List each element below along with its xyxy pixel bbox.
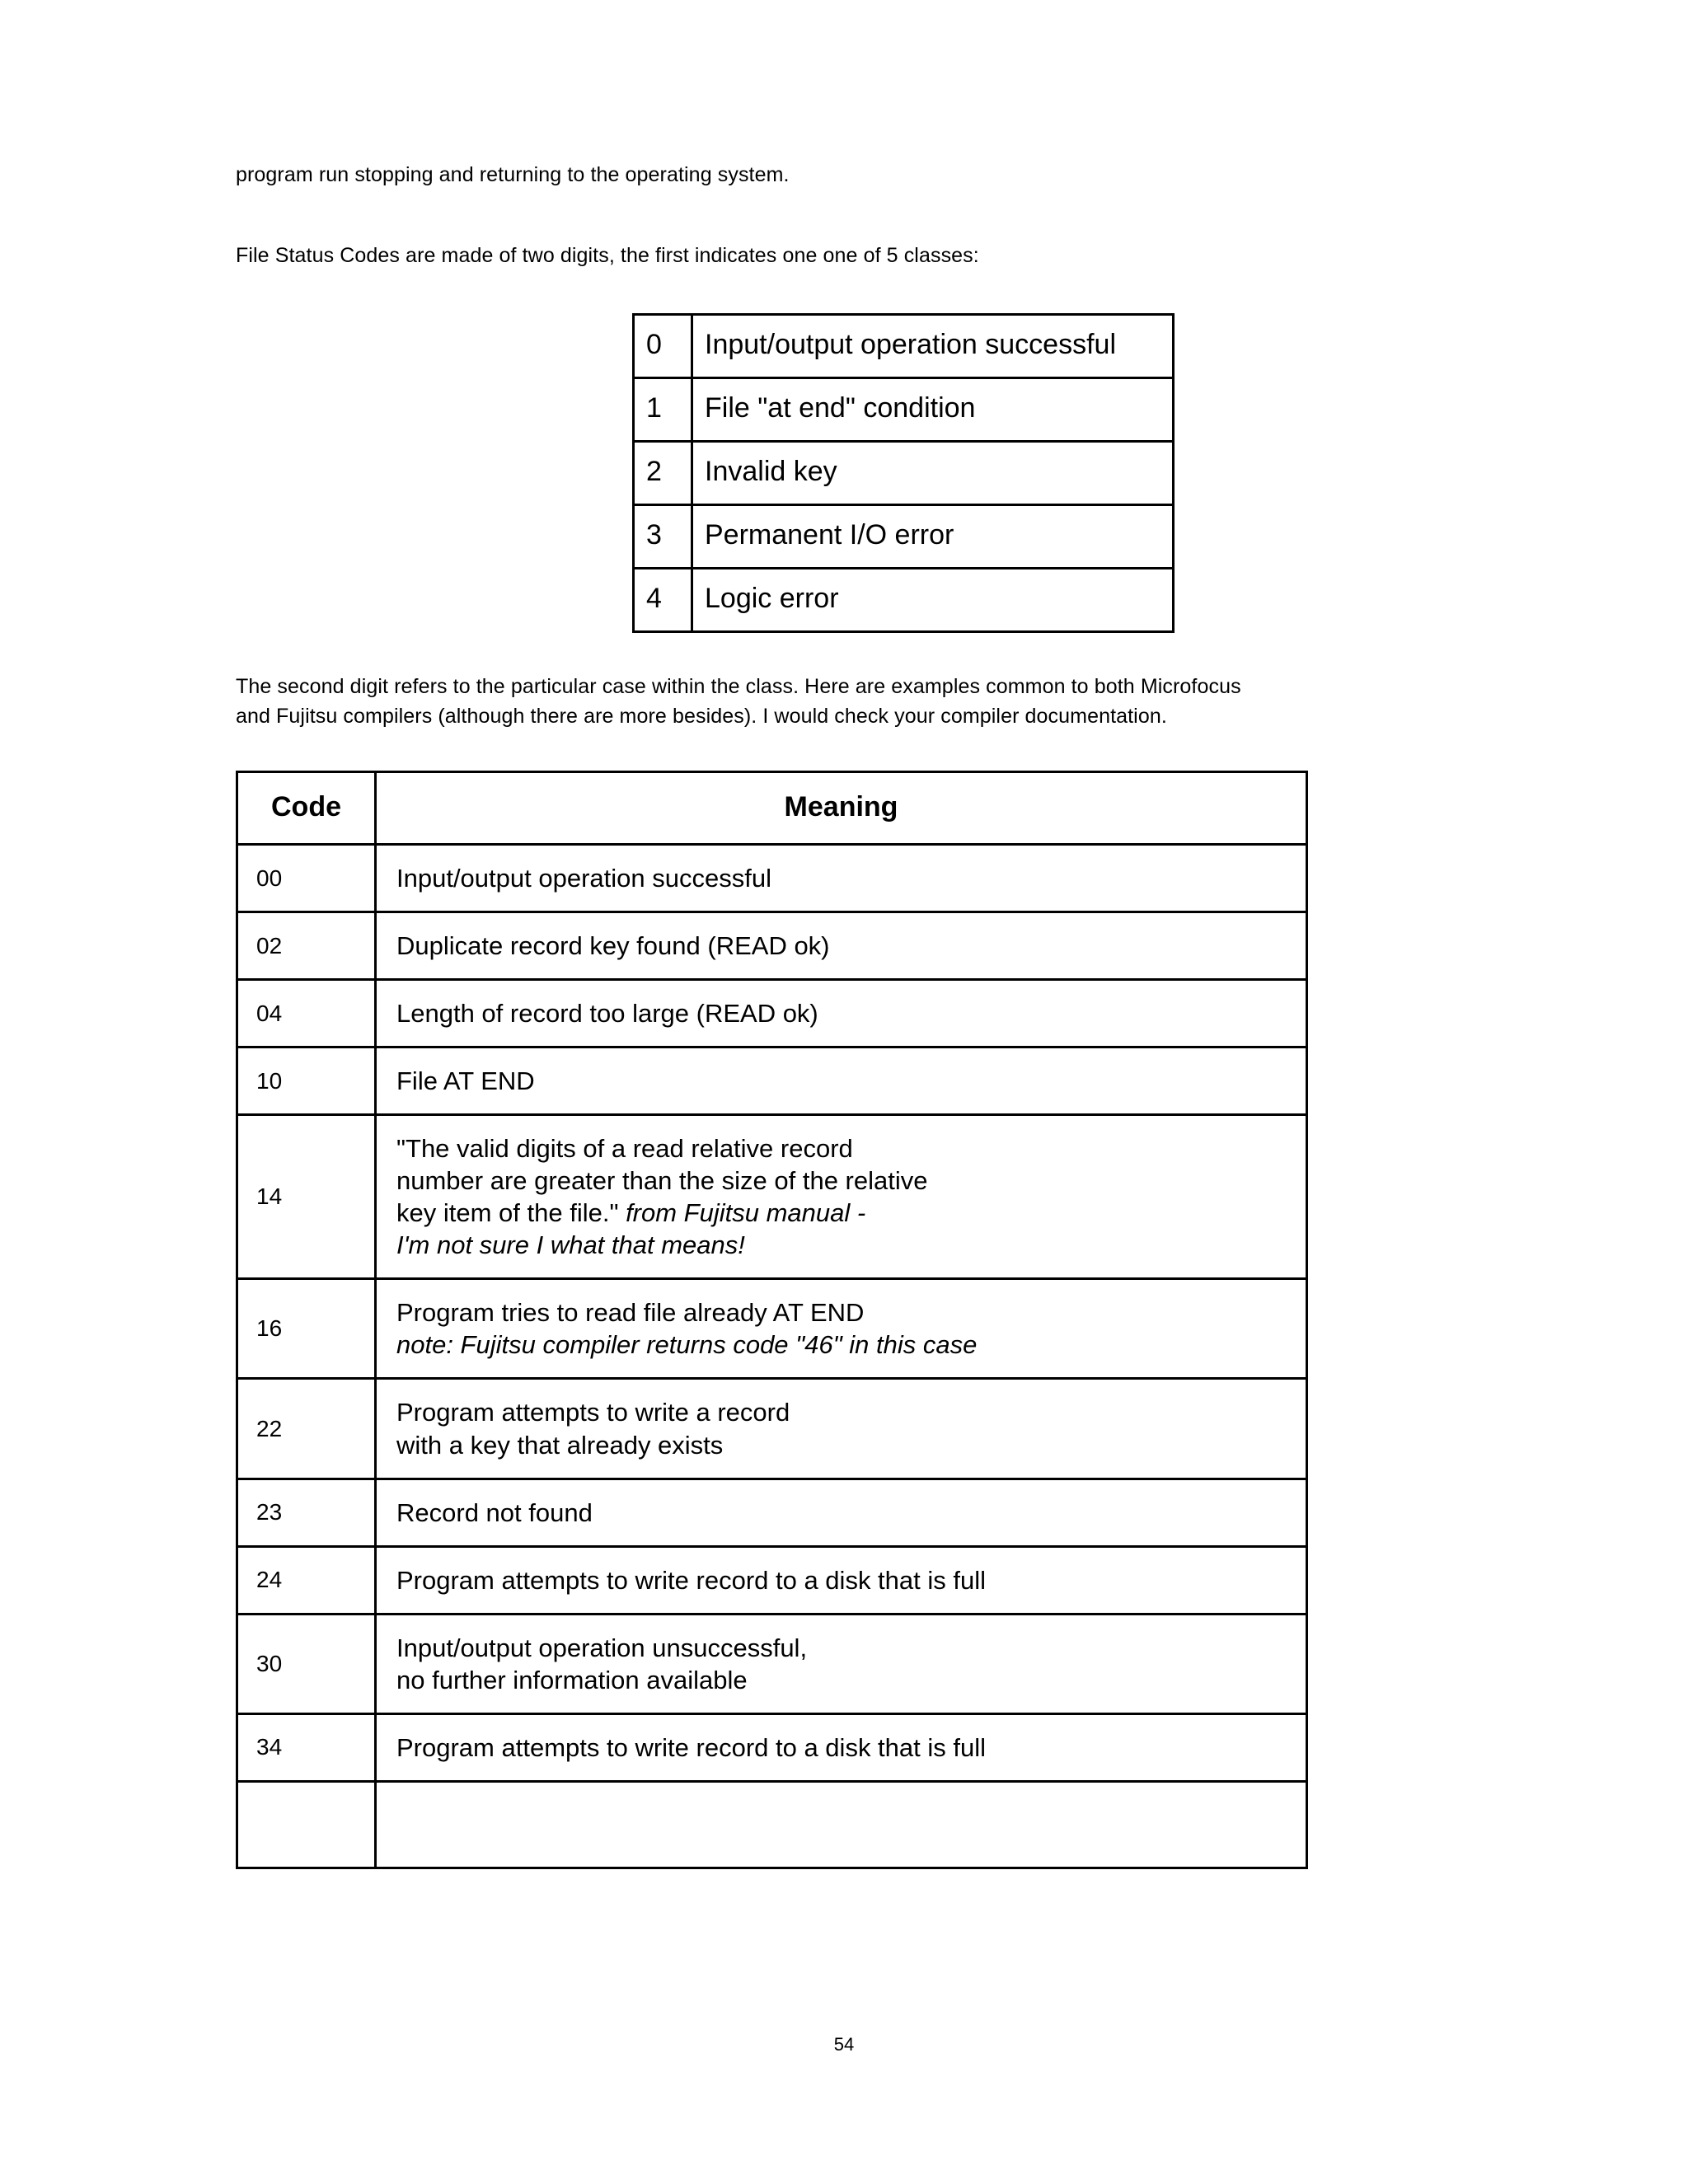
meaning-line-text: File AT END bbox=[396, 1066, 535, 1096]
note-paragraph-line-1: The second digit refers to the particular case within the class. Here are examples common to both Microfocus bbox=[236, 675, 1241, 698]
class-digit: 3 bbox=[634, 505, 692, 569]
cell-meaning bbox=[376, 1546, 1307, 1614]
cell-code: 00 bbox=[237, 845, 376, 912]
meaning-line bbox=[396, 1329, 1306, 1361]
table-header bbox=[237, 772, 1307, 845]
spacer bbox=[236, 731, 1472, 771]
cell-meaning bbox=[376, 1047, 1307, 1115]
class-digit: 1 bbox=[634, 378, 692, 442]
meaning-line-text: number are greater than the size of the relative bbox=[396, 1166, 928, 1196]
table-row bbox=[237, 1781, 1307, 1868]
intro-paragraph-1: program run stopping and returning to the operating system. bbox=[236, 163, 790, 186]
meaning-line-text: Program attempts to write a record bbox=[396, 1398, 790, 1427]
meaning-line bbox=[396, 1197, 1306, 1229]
cell-code: 23 bbox=[237, 1479, 376, 1546]
cell-meaning bbox=[376, 1379, 1307, 1479]
meaning-line bbox=[396, 1396, 1306, 1428]
cell-meaning bbox=[376, 980, 1307, 1047]
class-table-row bbox=[634, 442, 1174, 505]
class-meaning: File "at end" condition bbox=[692, 378, 1174, 442]
cell-meaning bbox=[376, 845, 1307, 912]
meaning-line-text: no further information available bbox=[396, 1665, 748, 1694]
table-row bbox=[237, 1713, 1307, 1781]
meaning-line-text: note: Fujitsu compiler returns code "46" in this case bbox=[396, 1330, 978, 1360]
cell-code: 04 bbox=[237, 980, 376, 1047]
page-content bbox=[236, 161, 1472, 1869]
class-digit: 2 bbox=[634, 442, 692, 505]
meaning-line bbox=[396, 1065, 1306, 1097]
class-table-row bbox=[634, 315, 1174, 378]
meaning-line-text: Record not found bbox=[396, 1497, 593, 1527]
table-row bbox=[237, 912, 1307, 980]
cell-meaning bbox=[376, 1115, 1307, 1279]
cell-meaning bbox=[376, 1713, 1307, 1781]
meaning-line-text: Input/output operation unsuccessful, bbox=[396, 1633, 808, 1662]
meaning-line bbox=[396, 997, 1306, 1029]
meaning-line-text: Program attempts to write record to a disk that is full bbox=[396, 1565, 986, 1595]
intro-paragraph-2: File Status Codes are made of two digits, the first indicates one one of 5 classes: bbox=[236, 243, 979, 267]
note-paragraph-line-2: and Fujitsu compilers (although there are more besides). I would check your compiler documentation. bbox=[236, 704, 1167, 728]
meaning-line bbox=[396, 1497, 1306, 1529]
meaning-line bbox=[396, 1429, 1306, 1461]
table-row bbox=[237, 1047, 1307, 1115]
file-status-codes-table bbox=[236, 771, 1308, 1869]
spacer bbox=[236, 190, 1472, 241]
class-table-row bbox=[634, 378, 1174, 442]
meaning-line bbox=[396, 862, 1306, 894]
cell-meaning bbox=[376, 1279, 1307, 1379]
table-row bbox=[237, 1546, 1307, 1614]
cell-meaning bbox=[376, 912, 1307, 980]
column-header-meaning: Meaning bbox=[376, 772, 1307, 845]
table-row bbox=[237, 1479, 1307, 1546]
meaning-line-text: key item of the file." bbox=[396, 1198, 626, 1228]
cell-code: 34 bbox=[237, 1713, 376, 1781]
meaning-line-text-italic: from Fujitsu manual - bbox=[626, 1198, 866, 1228]
meaning-line-text: Input/output operation successful bbox=[396, 864, 771, 893]
page-number: 54 bbox=[833, 2034, 855, 2055]
table-row bbox=[237, 1379, 1307, 1479]
meaning-line bbox=[396, 1732, 1306, 1764]
meaning-line bbox=[396, 1229, 1306, 1261]
meaning-line-text: "The valid digits of a read relative record bbox=[396, 1134, 853, 1164]
spacer bbox=[236, 270, 1472, 313]
cell-meaning bbox=[376, 1479, 1307, 1546]
meaning-line bbox=[396, 1808, 1306, 1840]
meaning-line bbox=[396, 1165, 1306, 1197]
column-header-code: Code bbox=[237, 772, 376, 845]
table-row bbox=[237, 845, 1307, 912]
meaning-line bbox=[396, 1296, 1306, 1329]
cell-meaning bbox=[376, 1781, 1307, 1868]
cell-code bbox=[237, 1781, 376, 1868]
table-row bbox=[237, 1115, 1307, 1279]
class-meaning: Invalid key bbox=[692, 442, 1174, 505]
meaning-line-text: Duplicate record key found (READ ok) bbox=[396, 931, 830, 961]
meaning-line bbox=[396, 1564, 1306, 1596]
class-digit: 0 bbox=[634, 315, 692, 378]
cell-code: 24 bbox=[237, 1546, 376, 1614]
meaning-line bbox=[396, 1132, 1306, 1165]
meaning-line-text: Length of record too large (READ ok) bbox=[396, 999, 818, 1029]
cell-code: 14 bbox=[237, 1115, 376, 1279]
class-meaning: Logic error bbox=[692, 569, 1174, 632]
class-table-row bbox=[634, 569, 1174, 632]
cell-code: 02 bbox=[237, 912, 376, 980]
meaning-line bbox=[396, 1664, 1306, 1696]
table-row bbox=[237, 1614, 1307, 1713]
meaning-line bbox=[396, 930, 1306, 962]
cell-code: 10 bbox=[237, 1047, 376, 1115]
class-table-container bbox=[244, 313, 1472, 633]
table-header-row bbox=[237, 772, 1307, 845]
cell-code: 16 bbox=[237, 1279, 376, 1379]
spacer bbox=[236, 633, 1472, 673]
table-row bbox=[237, 980, 1307, 1047]
meaning-line-text: Program attempts to write record to a disk that is full bbox=[396, 1732, 986, 1762]
class-table-row bbox=[634, 505, 1174, 569]
table-row bbox=[237, 1279, 1307, 1379]
class-digit: 4 bbox=[634, 569, 692, 632]
meaning-line-text: with a key that already exists bbox=[396, 1430, 724, 1460]
cell-code: 22 bbox=[237, 1379, 376, 1479]
meaning-line-text: Program tries to read file already AT END bbox=[396, 1298, 865, 1328]
cell-meaning bbox=[376, 1614, 1307, 1713]
meaning-line bbox=[396, 1632, 1306, 1664]
class-meaning: Permanent I/O error bbox=[692, 505, 1174, 569]
cell-code: 30 bbox=[237, 1614, 376, 1713]
file-status-class-table bbox=[632, 313, 1175, 633]
meaning-line-text: I'm not sure I what that means! bbox=[396, 1230, 745, 1260]
class-meaning: Input/output operation successful bbox=[692, 315, 1174, 378]
